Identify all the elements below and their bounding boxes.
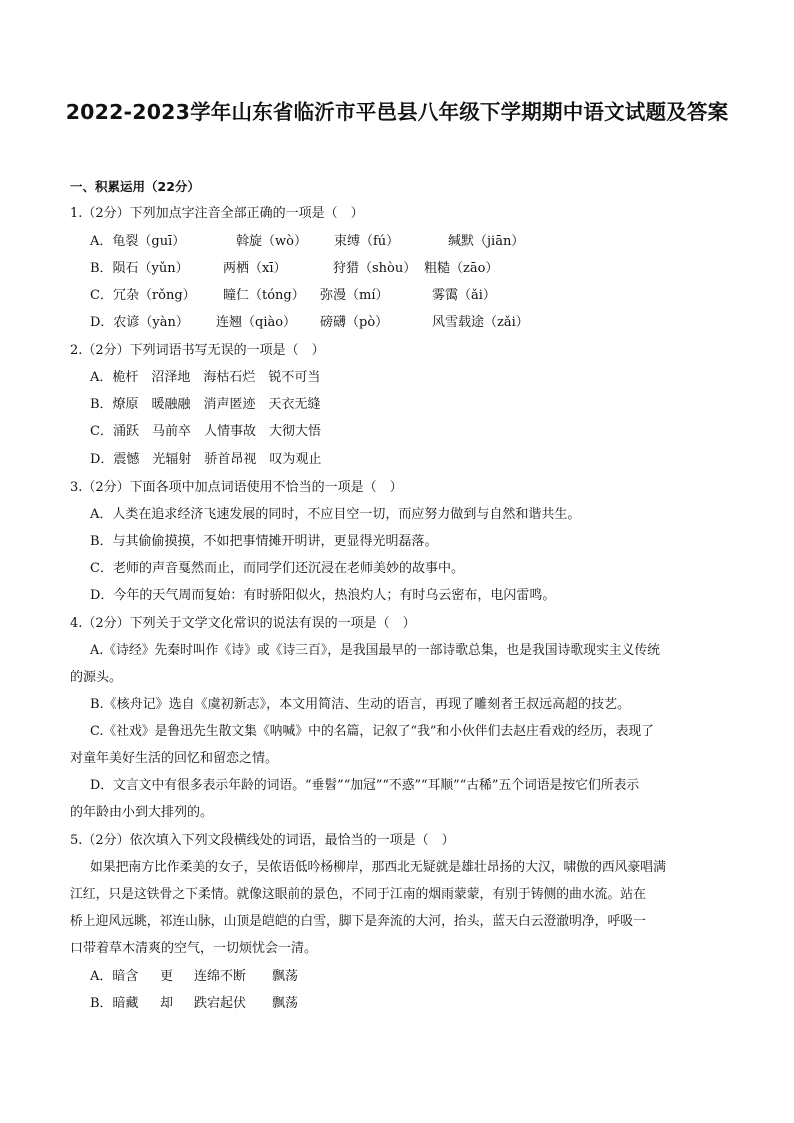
question-2-stem: 2.（2分）下列词语书写无误的一项是（ ） [70,343,325,358]
question-1-option-d[interactable]: D．农谚（yàn） 连翘（qiào） 磅礴（pò） 风雪载途（zǎi） [90,315,529,330]
section-heading: 一、积累运用（22分） [70,179,200,194]
question-4-option-a-cont: 的源头。 [70,670,123,685]
question-1-option-a[interactable]: A．龟裂（guī） 斡旋（wò） 束缚（fú） 缄默（jiān） [90,234,525,249]
page-title: 2022-2023学年山东省临沂市平邑县八年级下学期期中语文试题及答案 [65,100,729,124]
question-1-option-b[interactable]: B．陨石（yǔn） 两栖（xī） 狩猎（shòu） 粗糙（zāo） [90,261,499,276]
question-3-option-d[interactable]: D．今年的天气周而复始：有时骄阳似火，热浪灼人；有时乌云密布，电闪雷鸣。 [90,588,556,603]
question-2-option-d[interactable]: D．震憾 光辐射 骄首昂视 叹为观止 [90,452,322,467]
question-4-option-a[interactable]: A.《诗经》先秦时叫作《诗》或《诗三百》，是我国最早的一部诗歌总集，也是我国诗歌现实主义传统 [90,643,660,658]
question-2-option-c[interactable]: C．涌跃 马前卒 人情事故 大彻大悟 [90,424,321,439]
question-5-passage-line-2: 江红，只是这铁骨之下柔情。就像这眼前的景色，不同于江南的烟雨蒙蒙，有别于铸侧的曲水流。站在 [70,887,646,902]
question-3-stem: 3.（2分）下面各项中加点词语使用不恰当的一项是（ ） [70,480,403,495]
question-4-option-d-cont: 的年龄由小到大排列的。 [70,805,214,820]
question-5-option-a[interactable]: A．暗含 更 连绵不断 飘荡 [90,969,299,984]
question-5-passage-line-3: 桥上迎风远眺，祁连山脉，山顶是皑皑的白雪，脚下是奔流的大河，抬头，蓝天白云澄澈明净，呼吸一 [70,914,646,929]
question-4-option-c[interactable]: C.《社戏》是鲁迅先生散文集《呐喊》中的名篇，记叙了“我”和小伙伴们去赵庄看戏的经历，表现了 [90,724,654,739]
question-4-option-b[interactable]: B.《核舟记》选自《虞初新志》，本文用简洁、生动的语言，再现了雕刻者王叔远高超的技艺。 [90,697,631,712]
question-4-option-d[interactable]: D．文言文中有很多表示年龄的词语。“垂髫”“加冠”“不惑”“耳顺”“古稀”五个词语是按它们所表示 [90,778,640,793]
question-5-passage-line-1: 如果把南方比作柔美的女子，吴侬语低吟杨柳岸，那西北无疑就是雄壮昂扬的大汉，啸傲的西风豪唱满 [90,860,666,875]
question-5-option-b[interactable]: B．暗藏 却 跌宕起伏 飘荡 [90,996,299,1011]
question-1-option-c[interactable]: C．冗杂（rǒng） 瞳仁（tóng） 弥漫（mí） 雾霭（ǎi） [90,288,496,303]
question-1-stem: 1.（2分）下列加点字注音全部正确的一项是（ ） [70,206,364,221]
question-2-option-a[interactable]: A．桅杆 沼泽地 海枯石烂 锐不可当 [90,370,321,385]
question-3-option-a[interactable]: A．人类在追求经济飞速发展的同时，不应目空一切，而应努力做到与自然和谐共生。 [90,507,581,522]
question-4-stem: 4.（2分）下列关于文学文化常识的说法有误的一项是（ ） [70,616,416,631]
question-4-option-c-cont: 对童年美好生活的回忆和留恋之情。 [70,751,279,766]
question-2-option-b[interactable]: B．燎原 暖融融 消声匿迹 天衣无缝 [90,397,321,412]
question-3-option-b[interactable]: B．与其偷偷摸摸，不如把事情摊开明讲，更显得光明磊落。 [90,534,438,549]
question-5-stem: 5.（2分）依次填入下列文段横线处的词语，最恰当的一项是（ ） [70,833,455,848]
question-3-option-c[interactable]: C．老师的声音戛然而止，而同学们还沉浸在老师美妙的故事中。 [90,561,464,576]
question-5-passage-line-4: 口带着草木清爽的空气，一切烦忧会一清。 [70,941,318,956]
